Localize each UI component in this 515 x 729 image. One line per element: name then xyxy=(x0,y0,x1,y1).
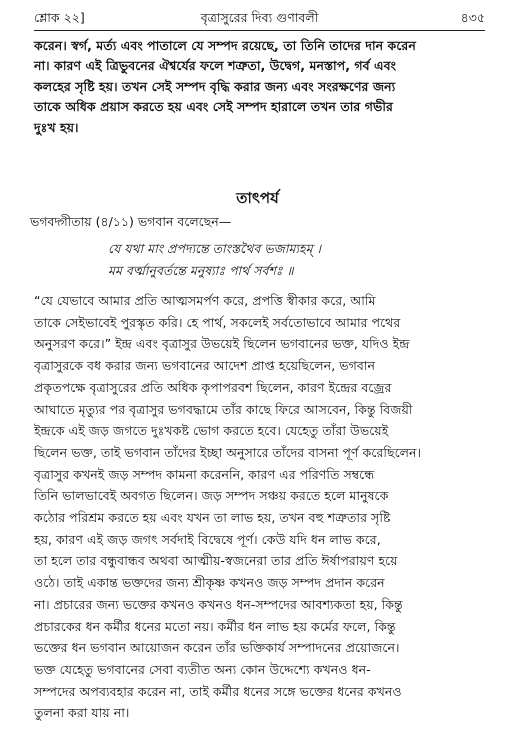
purport-paragraph xyxy=(34,290,483,724)
header-chapter-title: বৃত্রাসুরের দিব্য গুণাবলী xyxy=(200,10,319,25)
text-line: প্রকৃতপক্ষে বৃত্রাসুরের প্রতি অধিক কৃপাপরবশ ছিলেন, কারণ ইন্দ্রের বজ্রের xyxy=(34,379,392,395)
text-line: করেন। স্বর্গ, মর্ত্য এবং পাতালে যে সম্পদ রয়েছে, তা তিনি তাদের দান করেন xyxy=(34,38,416,53)
text-line: তিনি ভালভাবেই অবগত ছিলেন। জড় সম্পদ সঞ্চয় করতে হলে মানুষকে xyxy=(34,488,389,504)
text-line: প্রচারকের ধন কর্মীর ধনের মতো নয়। কর্মীর ধন লাভ হয় কর্মের ফলে, কিন্তু xyxy=(34,618,396,634)
sanskrit-verse xyxy=(108,238,321,282)
header-divider xyxy=(34,30,485,31)
translation-paragraph xyxy=(34,36,483,138)
text-line: অনুসরণ করে।” ইন্দ্র এবং বৃত্রাসুর উভয়েই ছিলেন ভগবানের ভক্ত, যদিও ইন্দ্র xyxy=(34,336,410,352)
text-line: না। কারণ এই ত্রিভুবনের ঐশ্বর্যের ফলে শত্রুতা, উদ্বেগ, মনস্তাপ, গর্ব এবং xyxy=(34,58,397,74)
text-line: না। প্রচারের জন্য ভক্তের কখনও কখনও ধন-সম্পদের আবশ্যকতা হয়, কিন্তু xyxy=(34,596,403,612)
text-line: আঘাতে মৃত্যুর পর বৃত্রাসুর ভগবদ্ধামে তাঁর কাছে ফিরে আসবেন, কিন্তু বিজয়ী xyxy=(34,401,413,417)
text-line: সম্পদের অপব্যবহার করেন না, তাই কর্মীর ধনের সঙ্গে ভক্তের ধনের কখনও xyxy=(34,683,402,699)
text-line: তাকে সেইভাবেই পুরস্কৃত করি। হে পার্থ, সকলেই সর্বতোভাবে আমার পথের xyxy=(34,314,401,330)
header-verse-ref: শ্লোক ২২] xyxy=(34,10,85,25)
text-line: “যে যেভাবে আমার প্রতি আত্মসমর্পণ করে, প্রপত্তি স্বীকার করে, আমি xyxy=(34,293,376,308)
text-line: কঠোর পরিশ্রম করতে হয় এবং যখন তা লাভ হয়, তখন বহু শত্রুতার সৃষ্টি xyxy=(34,510,391,526)
text-line: ভক্ত যেহেতু ভগবানের সেবা ব্যতীত অন্য কোন উদ্দেশ্যে কখনও ধন- xyxy=(34,661,371,677)
section-heading: তাৎপর্য xyxy=(236,189,279,207)
quote-intro: ভগবদ্গীতায় (৪/১১) ভগবান বলেছেন— xyxy=(30,214,232,229)
text-line: ওঠে। তাই একান্ত ভক্তদের জন্য শ্রীকৃষ্ণ কখনও জড় সম্পদ প্রদান করেন xyxy=(34,575,385,591)
text-line: ভক্তের ধন ভগবান আয়োজন করেন তাঁর ভক্তিকার্য সম্পাদনের প্রয়োজনে। xyxy=(34,640,400,656)
verse-line: মম বর্ত্মানুবর্তন্তে মনুষ্যাঃ পার্থ সর্বশঃ ॥ xyxy=(108,263,294,278)
page-number: ৪৩৫ xyxy=(460,10,485,25)
text-line: হয়, কারণ এই জড় জগৎ সর্বদাই বিদ্বেষে পূর্ণ। কেউ যদি ধন লাভ করে, xyxy=(34,531,381,547)
running-header xyxy=(34,8,485,28)
text-line: তা হলে তার বন্ধুবান্ধব অথবা আত্মীয়-স্বজনেরা তার প্রতি ঈর্ষাপরায়ণ হয়ে xyxy=(34,553,398,569)
text-line: ছিলেন ভক্ত, তাই ভগবান তাঁদের ইচ্ছা অনুসারে তাঁদের বাসনা পূর্ণ করেছিলেন। xyxy=(34,444,422,460)
text-line: তুলনা করা যায় না। xyxy=(34,705,130,721)
text-line: দুঃখ হয়। xyxy=(34,119,79,135)
text-line: তাকে অধিক প্রয়াস করতে হয় এবং সেই সম্পদ হারালে তখন তার গভীর xyxy=(34,99,393,115)
verse-line: যে যথা মাং প্রপদ্যন্তে তাংস্তথৈব ভজাম্যহম্ । xyxy=(108,241,321,256)
text-line: ইন্দ্রকে এই জড় জগতে দুঃখকষ্ট ভোগ করতে হবে। যেহেতু তাঁরা উভয়েই xyxy=(34,423,389,439)
text-line: বৃত্রাসুর কখনই জড় সম্পদ কামনা করেননি, কারণ এর পরিণতি সম্বন্ধে xyxy=(34,466,375,482)
text-line: বৃত্রাসুরকে বধ করার জন্য ভগবানের আদেশ প্রাপ্ত হয়েছিলেন, ভগবান xyxy=(34,358,376,374)
text-line: কলহের সৃষ্টি হয়। তখন সেই সম্পদ বৃদ্ধি করার জন্য এবং সংরক্ষণের জন্য xyxy=(34,78,396,94)
